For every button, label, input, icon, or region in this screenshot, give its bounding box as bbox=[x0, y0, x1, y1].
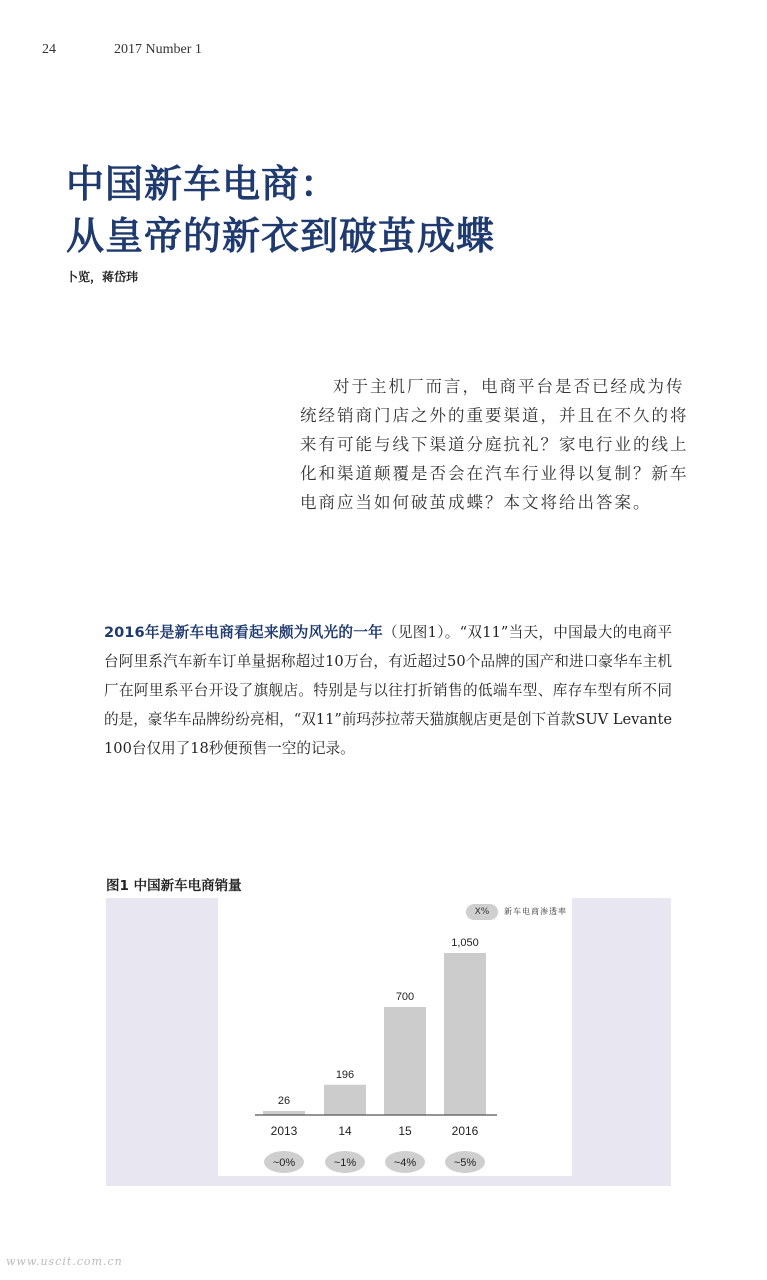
watermark: www.uscit.com.cn bbox=[6, 1255, 123, 1268]
title-line-2: 从皇帝的新衣到破茧成蝶 bbox=[66, 213, 496, 258]
legend-badge: X% bbox=[466, 904, 498, 920]
figure-caption: 图1 中国新车电商销量 bbox=[106, 878, 242, 894]
penetration-label-14: ~1% bbox=[333, 1157, 357, 1169]
value-label-2016: 1,050 bbox=[451, 937, 479, 949]
bar-14 bbox=[324, 1085, 366, 1115]
penetration-label-15: ~4% bbox=[393, 1157, 417, 1169]
penetration-label-2013: ~0% bbox=[272, 1157, 296, 1169]
page-number: 24 bbox=[42, 42, 56, 57]
issue-label: 2017 Number 1 bbox=[114, 42, 202, 57]
bar-15 bbox=[384, 1007, 426, 1115]
value-label-15: 700 bbox=[395, 991, 415, 1003]
bar-2016 bbox=[444, 953, 486, 1115]
value-label-14: 196 bbox=[335, 1068, 355, 1081]
authors: 卜览，蒋岱玮 bbox=[66, 270, 139, 284]
tick-label-15: 15 bbox=[398, 1124, 412, 1138]
legend-label: 新车电商渗透率 bbox=[504, 907, 567, 916]
value-label-2013: 26 bbox=[277, 1094, 291, 1107]
tick-label-14: 14 bbox=[338, 1124, 352, 1138]
tick-label-2013: 2013 bbox=[270, 1124, 298, 1138]
body-rest: （见图1）。“双11”当天，中国最大的电商平台阿里系汽车新车订单量据称超过10万台，有近超过50个品牌的国产和进口豪华车主机厂在阿里系平台开设了旗舰店。特别是与以往打折销售的低端车型、库存车型有所不同的是，豪华车品牌纷纷亮相，“双11”前玛莎拉蒂天猫旗舰店更是创下首款SUV Levante 100台仅用了18秒便预售一空的记录。 bbox=[104, 624, 672, 757]
title-line-1: 中国新车电商： bbox=[66, 161, 340, 206]
tick-label-2016: 2016 bbox=[451, 1124, 479, 1138]
penetration-label-2016: ~5% bbox=[453, 1157, 477, 1169]
bar-2013 bbox=[263, 1111, 305, 1115]
body-lead: 2016年是新车电商看起来颇为风光的一年 bbox=[104, 624, 383, 641]
abstract: 对于主机厂而言，电商平台是否已经成为传统经销商门店之外的重要渠道，并且在不久的将来有可能与线下渠道分庭抗礼？家电行业的线上化和渠道颠覆是否会在汽车行业得以复制？新车电商应当如何破茧成蝶？本文将给出答案。 bbox=[300, 377, 689, 512]
